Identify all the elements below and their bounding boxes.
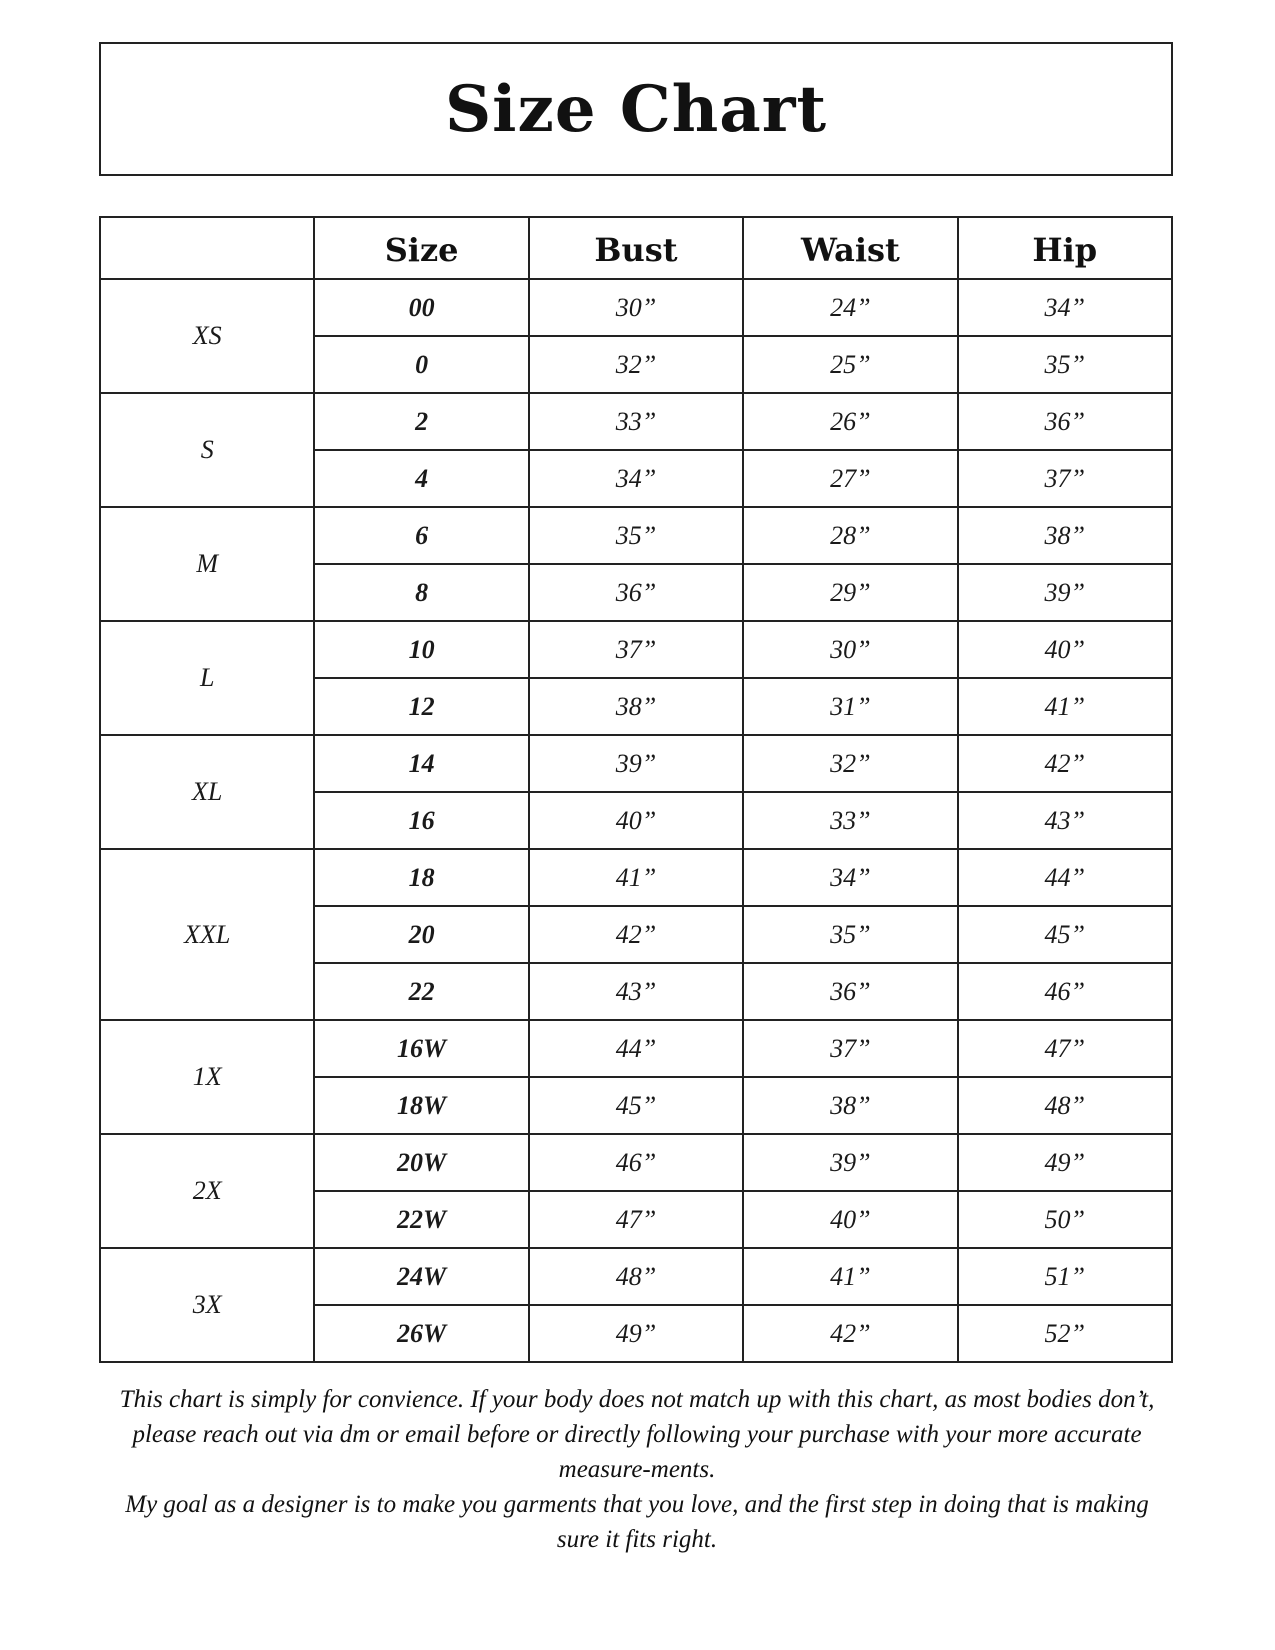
waist-value: 38”	[743, 1077, 957, 1134]
waist-value: 27”	[743, 450, 957, 507]
waist-value: 28”	[743, 507, 957, 564]
size-table	[99, 216, 1173, 1363]
size-group-label: XL	[100, 735, 314, 849]
size-value: 22W	[314, 1191, 528, 1248]
size-value: 26W	[314, 1305, 528, 1362]
size-value: 14	[314, 735, 528, 792]
header-size: Size	[314, 217, 528, 279]
header-hip: Hip	[958, 217, 1172, 279]
waist-value: 42”	[743, 1305, 957, 1362]
waist-value: 31”	[743, 678, 957, 735]
hip-value: 44”	[958, 849, 1172, 906]
waist-value: 34”	[743, 849, 957, 906]
table-row	[100, 735, 1172, 792]
waist-value: 24”	[743, 279, 957, 336]
size-value: 00	[314, 279, 528, 336]
size-value: 16W	[314, 1020, 528, 1077]
hip-value: 52”	[958, 1305, 1172, 1362]
bust-value: 46”	[529, 1134, 743, 1191]
size-value: 18	[314, 849, 528, 906]
hip-value: 38”	[958, 507, 1172, 564]
footnote-paragraph: My goal as a designer is to make you garments that you love, and the first step in doing that is making sure it fits right.	[125, 1491, 1149, 1553]
waist-value: 39”	[743, 1134, 957, 1191]
size-value: 2	[314, 393, 528, 450]
table-row	[100, 507, 1172, 564]
bust-value: 48”	[529, 1248, 743, 1305]
table-row	[100, 279, 1172, 336]
bust-value: 42”	[529, 906, 743, 963]
waist-value: 29”	[743, 564, 957, 621]
bust-value: 49”	[529, 1305, 743, 1362]
header-bust: Bust	[529, 217, 743, 279]
bust-value: 36”	[529, 564, 743, 621]
size-value: 24W	[314, 1248, 528, 1305]
size-group-label: S	[100, 393, 314, 507]
hip-value: 45”	[958, 906, 1172, 963]
header-group	[100, 217, 314, 279]
size-value: 12	[314, 678, 528, 735]
bust-value: 33”	[529, 393, 743, 450]
footnote	[104, 1382, 1170, 1557]
header-waist: Waist	[743, 217, 957, 279]
hip-value: 37”	[958, 450, 1172, 507]
size-value: 0	[314, 336, 528, 393]
size-group-label: 2X	[100, 1134, 314, 1248]
size-value: 22	[314, 963, 528, 1020]
bust-value: 45”	[529, 1077, 743, 1134]
hip-value: 51”	[958, 1248, 1172, 1305]
bust-value: 34”	[529, 450, 743, 507]
waist-value: 41”	[743, 1248, 957, 1305]
table-row	[100, 393, 1172, 450]
waist-value: 35”	[743, 906, 957, 963]
bust-value: 47”	[529, 1191, 743, 1248]
bust-value: 32”	[529, 336, 743, 393]
bust-value: 43”	[529, 963, 743, 1020]
bust-value: 30”	[529, 279, 743, 336]
table-header	[100, 217, 1172, 279]
size-group-label: L	[100, 621, 314, 735]
hip-value: 43”	[958, 792, 1172, 849]
size-value: 20W	[314, 1134, 528, 1191]
hip-value: 34”	[958, 279, 1172, 336]
table-row	[100, 849, 1172, 906]
hip-value: 50”	[958, 1191, 1172, 1248]
bust-value: 39”	[529, 735, 743, 792]
waist-value: 33”	[743, 792, 957, 849]
hip-value: 41”	[958, 678, 1172, 735]
bust-value: 35”	[529, 507, 743, 564]
size-group-label: 1X	[100, 1020, 314, 1134]
hip-value: 48”	[958, 1077, 1172, 1134]
waist-value: 26”	[743, 393, 957, 450]
hip-value: 39”	[958, 564, 1172, 621]
waist-value: 40”	[743, 1191, 957, 1248]
waist-value: 30”	[743, 621, 957, 678]
title-box	[99, 42, 1173, 176]
waist-value: 25”	[743, 336, 957, 393]
hip-value: 49”	[958, 1134, 1172, 1191]
table-row	[100, 1248, 1172, 1305]
waist-value: 37”	[743, 1020, 957, 1077]
footnote-paragraph: This chart is simply for convience. If your body does not match up with this chart, as most bodies don’t, please reach out via dm or email before or directly following your purchase with your more accurate measure-ments.	[119, 1386, 1155, 1483]
size-group-label: 3X	[100, 1248, 314, 1362]
hip-value: 40”	[958, 621, 1172, 678]
bust-value: 37”	[529, 621, 743, 678]
size-value: 6	[314, 507, 528, 564]
size-value: 8	[314, 564, 528, 621]
hip-value: 47”	[958, 1020, 1172, 1077]
size-value: 16	[314, 792, 528, 849]
size-value: 10	[314, 621, 528, 678]
size-group-label: XXL	[100, 849, 314, 1020]
hip-value: 35”	[958, 336, 1172, 393]
hip-value: 46”	[958, 963, 1172, 1020]
table-row	[100, 1134, 1172, 1191]
waist-value: 32”	[743, 735, 957, 792]
size-group-label: M	[100, 507, 314, 621]
waist-value: 36”	[743, 963, 957, 1020]
bust-value: 38”	[529, 678, 743, 735]
size-value: 18W	[314, 1077, 528, 1134]
bust-value: 41”	[529, 849, 743, 906]
table-body	[100, 279, 1172, 1362]
size-value: 20	[314, 906, 528, 963]
size-value: 4	[314, 450, 528, 507]
hip-value: 42”	[958, 735, 1172, 792]
table-row	[100, 621, 1172, 678]
bust-value: 40”	[529, 792, 743, 849]
page-title: Size Chart	[444, 71, 828, 147]
bust-value: 44”	[529, 1020, 743, 1077]
size-group-label: XS	[100, 279, 314, 393]
table-row	[100, 1020, 1172, 1077]
header-row	[100, 217, 1172, 279]
hip-value: 36”	[958, 393, 1172, 450]
